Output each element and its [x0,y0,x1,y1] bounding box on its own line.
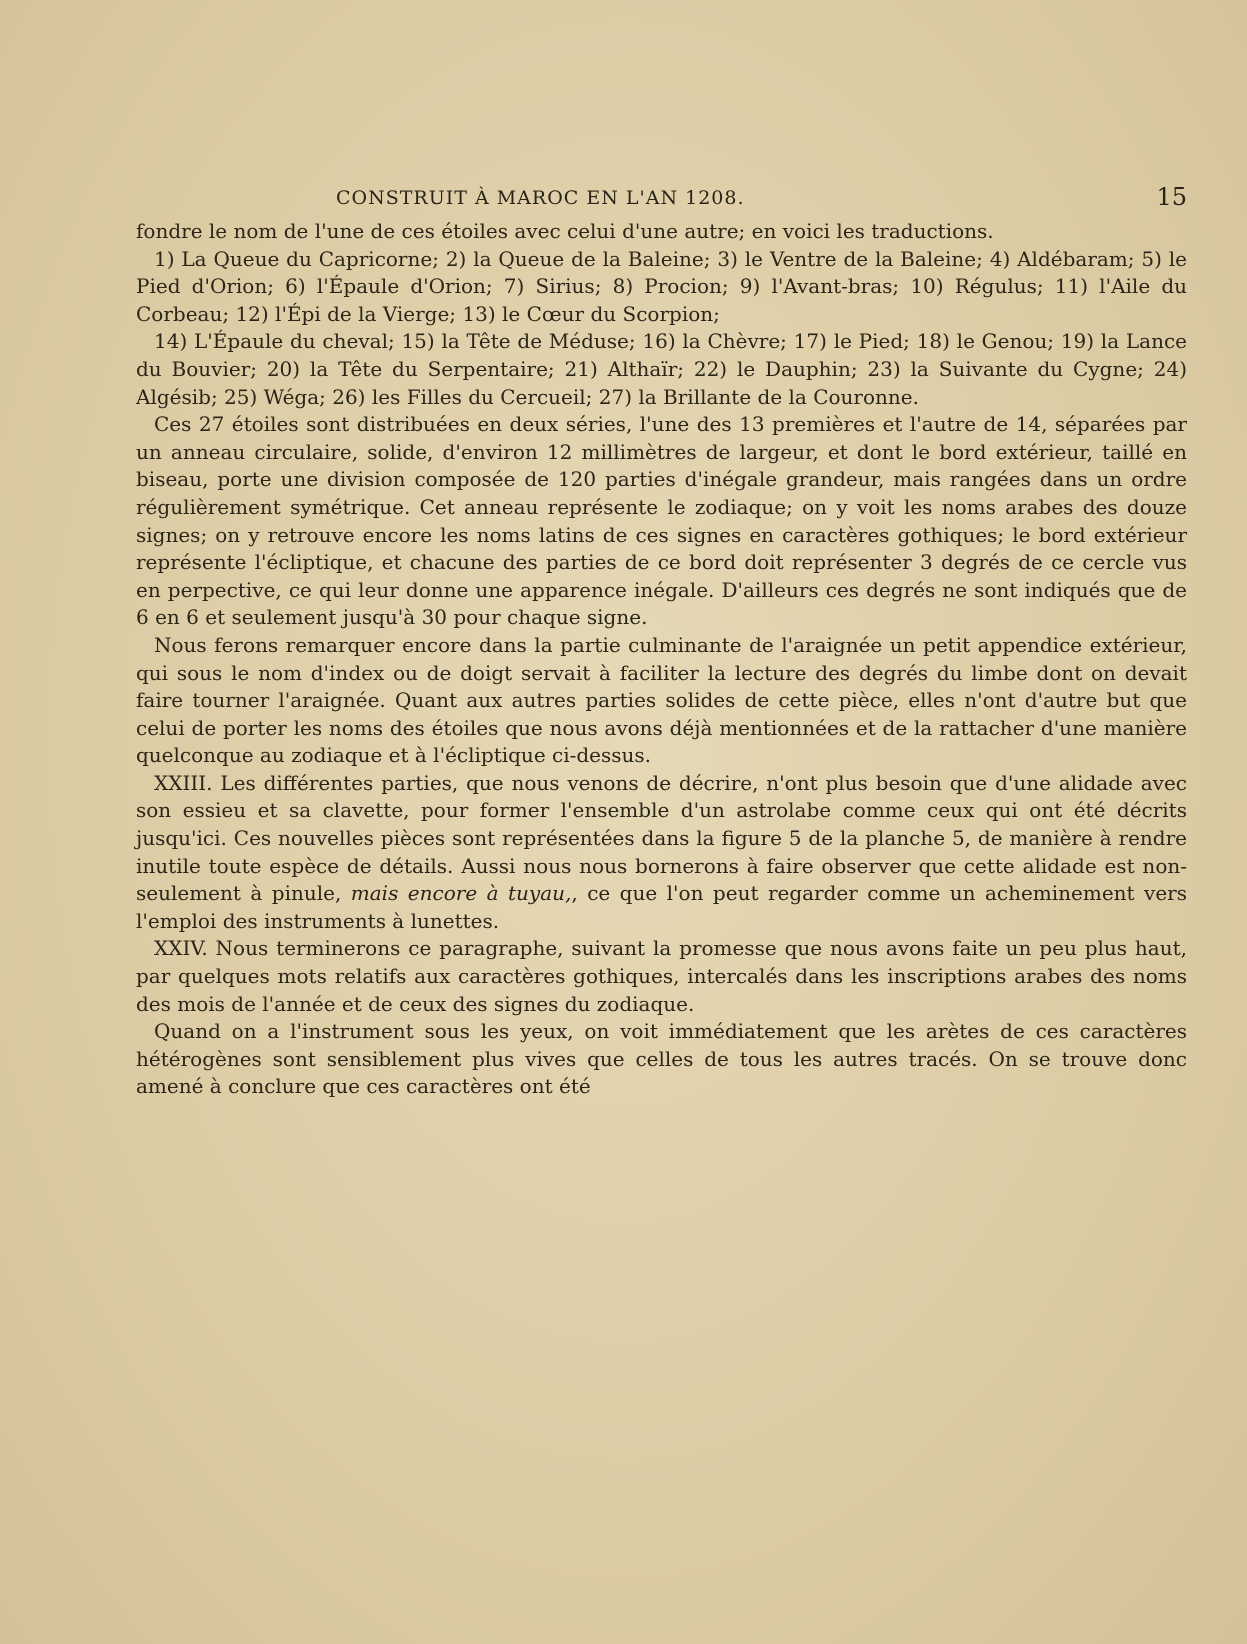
paragraph: Quand on a l'instrument sous les yeux, on voit immédiatement que les arètes de ces caractères hétérogènes sont sensiblement plus vives que celles de tous les autres tracés. On se trouve donc amené à conclure que ces caractères ont été [136,1019,1187,1099]
paragraph: 14) L'Épaule du cheval; 15) la Tête de Méduse; 16) la Chèvre; 17) le Pied; 18) le Genou; 19) la Lance du Bouvier; 20) la Tête du Serpentaire; 21) Althaïr; 22) le Dauphin; 23) la Suivante du Cygne; 24) Algésib; 25) Wéga; 26) les Filles du Cercueil; 27) la Brillante de la Couronne. [136,329,1187,409]
paragraph: XXIV. Nous terminerons ce paragraphe, suivant la promesse que nous avons faite un peu plus haut, par quelques mots relatifs aux caractères gothiques, intercalés dans les inscriptions arabes des noms des mois de l'année et de ceux des signes du zodiaque. [136,936,1187,1016]
paragraph: fondre le nom de l'une de ces étoiles avec celui d'une autre; en voici les traductions. [136,219,994,243]
paragraph-text: , ce que l'on peut regarder comme un acheminement vers l'emploi des instruments à lunettes. [136,881,1188,933]
page-number: 15 [1156,183,1187,211]
paragraph: Nous ferons remarquer encore dans la partie culminante de l'araignée un petit appendice extérieur, qui sous le nom d'index ou de doigt servait à faciliter la lecture des degrés du limbe dont on devait faire tourner l'araignée. Quant aux autres parties solides de cette pièce, elles n'ont d'autre but que celui de porter les noms des étoiles que nous avons déjà mentionnées et de la rattacher d'une manière quelconque au zodiaque et à l'écliptique ci-dessus. [136,632,1187,768]
paragraph: 1) La Queue du Capricorne; 2) la Queue de la Baleine; 3) le Ventre de la Baleine; 4) Aldébaram; 5) le Pied d'Orion; 6) l'Épaule d'Orion; 7) Sirius; 8) Procion; 9) l'Avant-bras; 10) Régulus; 11) l'Aile du Corbeau; 12) l'Épi de la Vierge; 13) le Cœur du Scorpion; [136,246,1187,326]
italic-text: mais encore à tuyau, [350,881,572,906]
paragraph [136,770,1187,936]
running-title: CONSTRUIT À MAROC EN L'AN 1208. [336,187,745,209]
body-text [136,218,1187,1101]
paragraph: Ces 27 étoiles sont distribuées en deux séries, l'une des 13 premières et l'autre de 14, séparées par un anneau circulaire, solide, d'environ 12 millimètres de largeur, et dont le bord extérieur, taillé en biseau, porte une division composée de 120 parties d'inégale grandeur, mais rangées dans un ordre régulièrement symétrique. Cet anneau représente le zodiaque; on y voit les noms arabes des douze signes; on y retrouve encore les noms latins de ces signes en caractères gothiques; le bord extérieur représente l'écliptique, et chacune des parties de ce bord doit représenter 3 degrés de ce cercle vus en perpective, ce qui leur donne une apparence inégale. D'ailleurs ces degrés ne sont indiqués que de 6 en 6 et seulement jusqu'à 30 pour chaque signe. [136,412,1187,630]
page-header [136,183,1187,213]
paragraph-text: XXIII. Les différentes parties, que nous venons de décrire, n'ont plus besoin que d'une alidade avec son essieu et sa clavette, pour former l'ensemble d'un astrolabe comme ceux qui ont été décrits jusqu'ici. Ces nouvelles pièces sont représentées dans la figure 5 de la planche 5, de manière à rendre inutile toute espèce de détails. Aussi nous nous bornerons à faire observer que cette alidade est non-seulement à pinule, [136,770,1187,906]
